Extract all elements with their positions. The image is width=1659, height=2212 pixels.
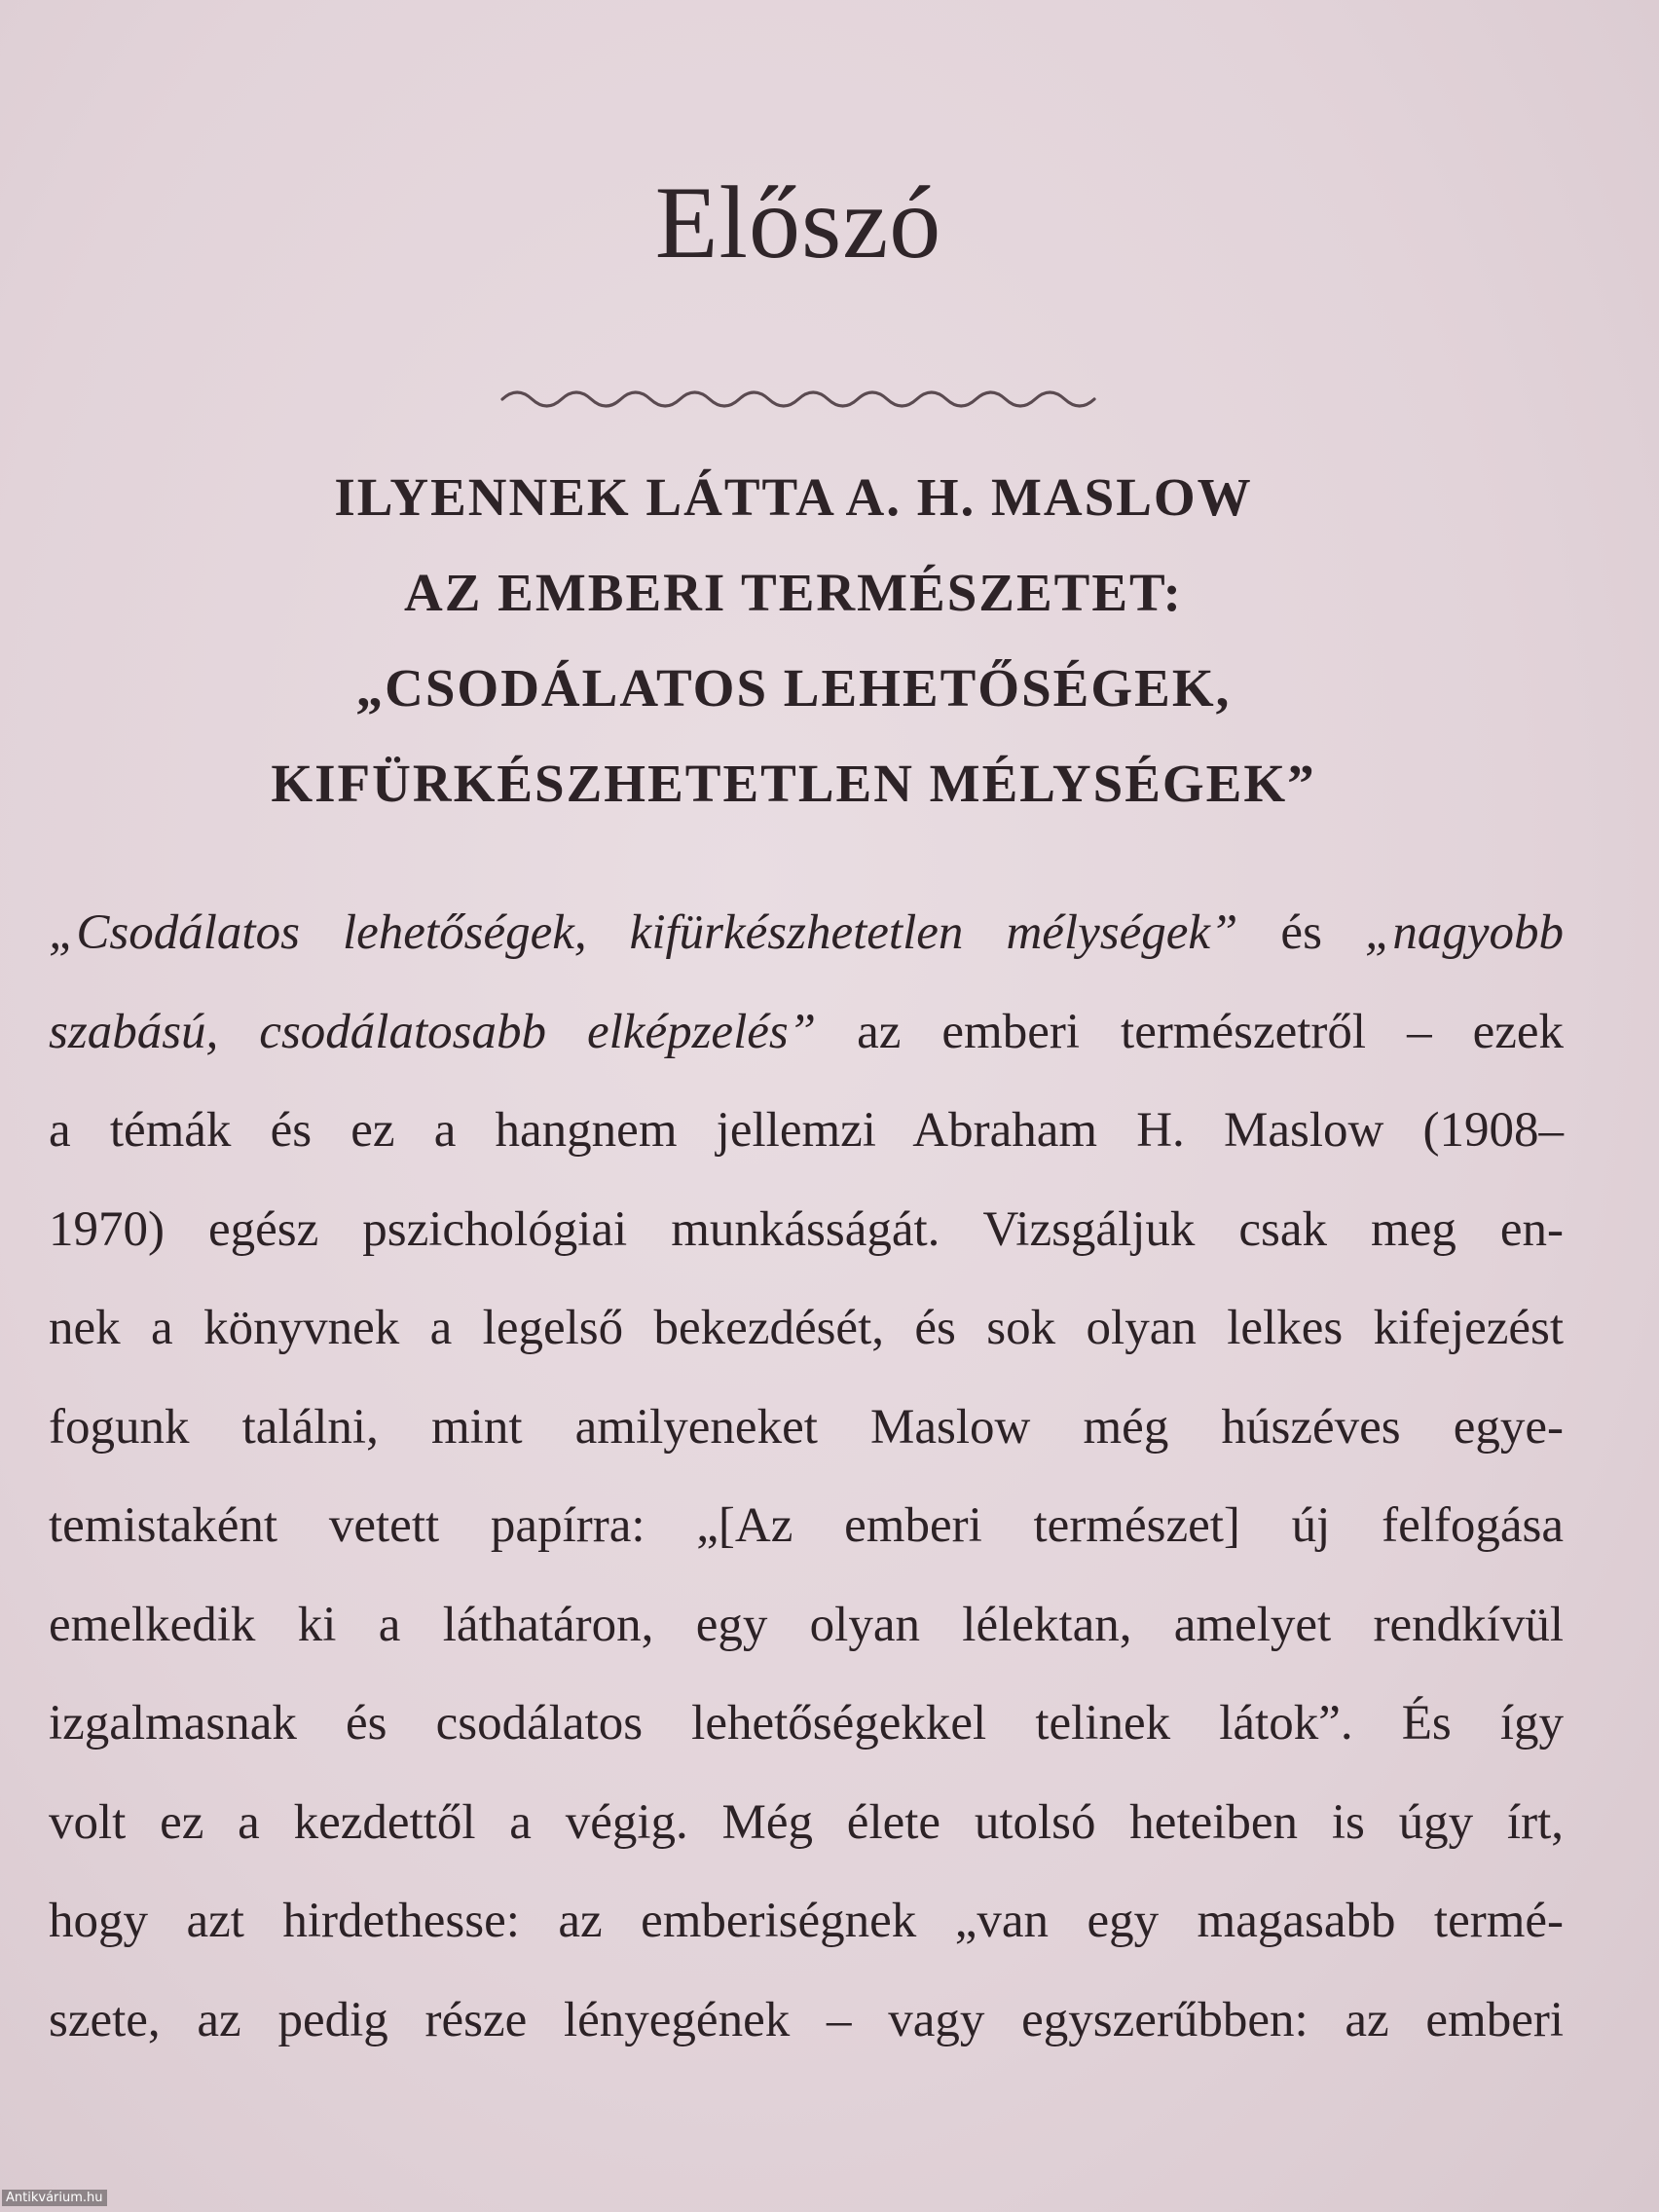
body-line (49, 1379, 1564, 1478)
body-line (49, 1774, 1564, 1873)
body-line (49, 1181, 1564, 1280)
subtitle-line: „CSODÁLATOS LEHETŐSÉGEK, (355, 658, 1232, 718)
body-line (49, 1477, 1564, 1576)
body-line (49, 1279, 1564, 1379)
subtitle-line: KIFÜRKÉSZHETETLEN MÉLYSÉGEK” (271, 754, 1316, 813)
page-title: Előszó (654, 166, 942, 279)
body-line (49, 1972, 1564, 2071)
wave-ornament (498, 380, 1098, 419)
body-text-run: az emberi természetről – ezek (816, 1004, 1565, 1059)
chapter-subtitle (175, 450, 1412, 831)
body-text-run: szete, az pedig része lényegének – vagy egyszerűbben: az emberi (49, 1992, 1564, 2047)
body-text-run: és (1237, 905, 1365, 960)
body-text-run: hogy azt hirdethesse: az emberiségnek „van egy magasabb termé- (49, 1894, 1564, 1948)
body-line (49, 884, 1564, 983)
body-line (49, 1675, 1564, 1774)
body-text-run: nek a könyvnek a legelső bekezdését, és sok olyan lelkes kifejezést (49, 1301, 1564, 1355)
body-line (49, 1872, 1564, 1972)
italic-quote: szabású, csodálatosabb elképzelés” (49, 1004, 817, 1059)
body-text-run: a témák és ez a hangnem jellemzi Abraham H. Maslow (1908– (49, 1103, 1564, 1158)
body-text-run: 1970) egész pszichológiai munkásságát. Vizsgáljuk csak meg en- (49, 1201, 1564, 1257)
italic-quote: „Csodálatos lehetőségek, kifürkészhetetlen mélységek” (49, 905, 1238, 960)
italic-quote: „nagyobb (1365, 905, 1564, 960)
body-text-run: izgalmasnak és csodálatos lehetőségekkel telinek látok”. És így (49, 1696, 1564, 1751)
site-watermark: Antikvárium.hu (2, 2190, 107, 2206)
body-line (49, 983, 1564, 1083)
body-paragraph (49, 884, 1564, 2070)
body-line (49, 1576, 1564, 1676)
body-line (49, 1082, 1564, 1181)
body-text-run: fogunk találni, mint amilyeneket Maslow még húszéves egye- (49, 1399, 1564, 1455)
body-text-run: volt ez a kezdettől a végig. Még élete utolsó heteiben is úgy írt, (49, 1794, 1564, 1850)
subtitle-line: AZ EMBERI TERMÉSZETET: (404, 563, 1183, 622)
subtitle-line: ILYENNEK LÁTTA A. H. MASLOW (334, 467, 1253, 527)
body-text-run: emelkedik ki a láthatáron, egy olyan lélektan, amelyet rendkívül (49, 1597, 1564, 1652)
body-text-run: temistaként vetett papírra: „[Az emberi természet] új felfogása (49, 1498, 1564, 1553)
